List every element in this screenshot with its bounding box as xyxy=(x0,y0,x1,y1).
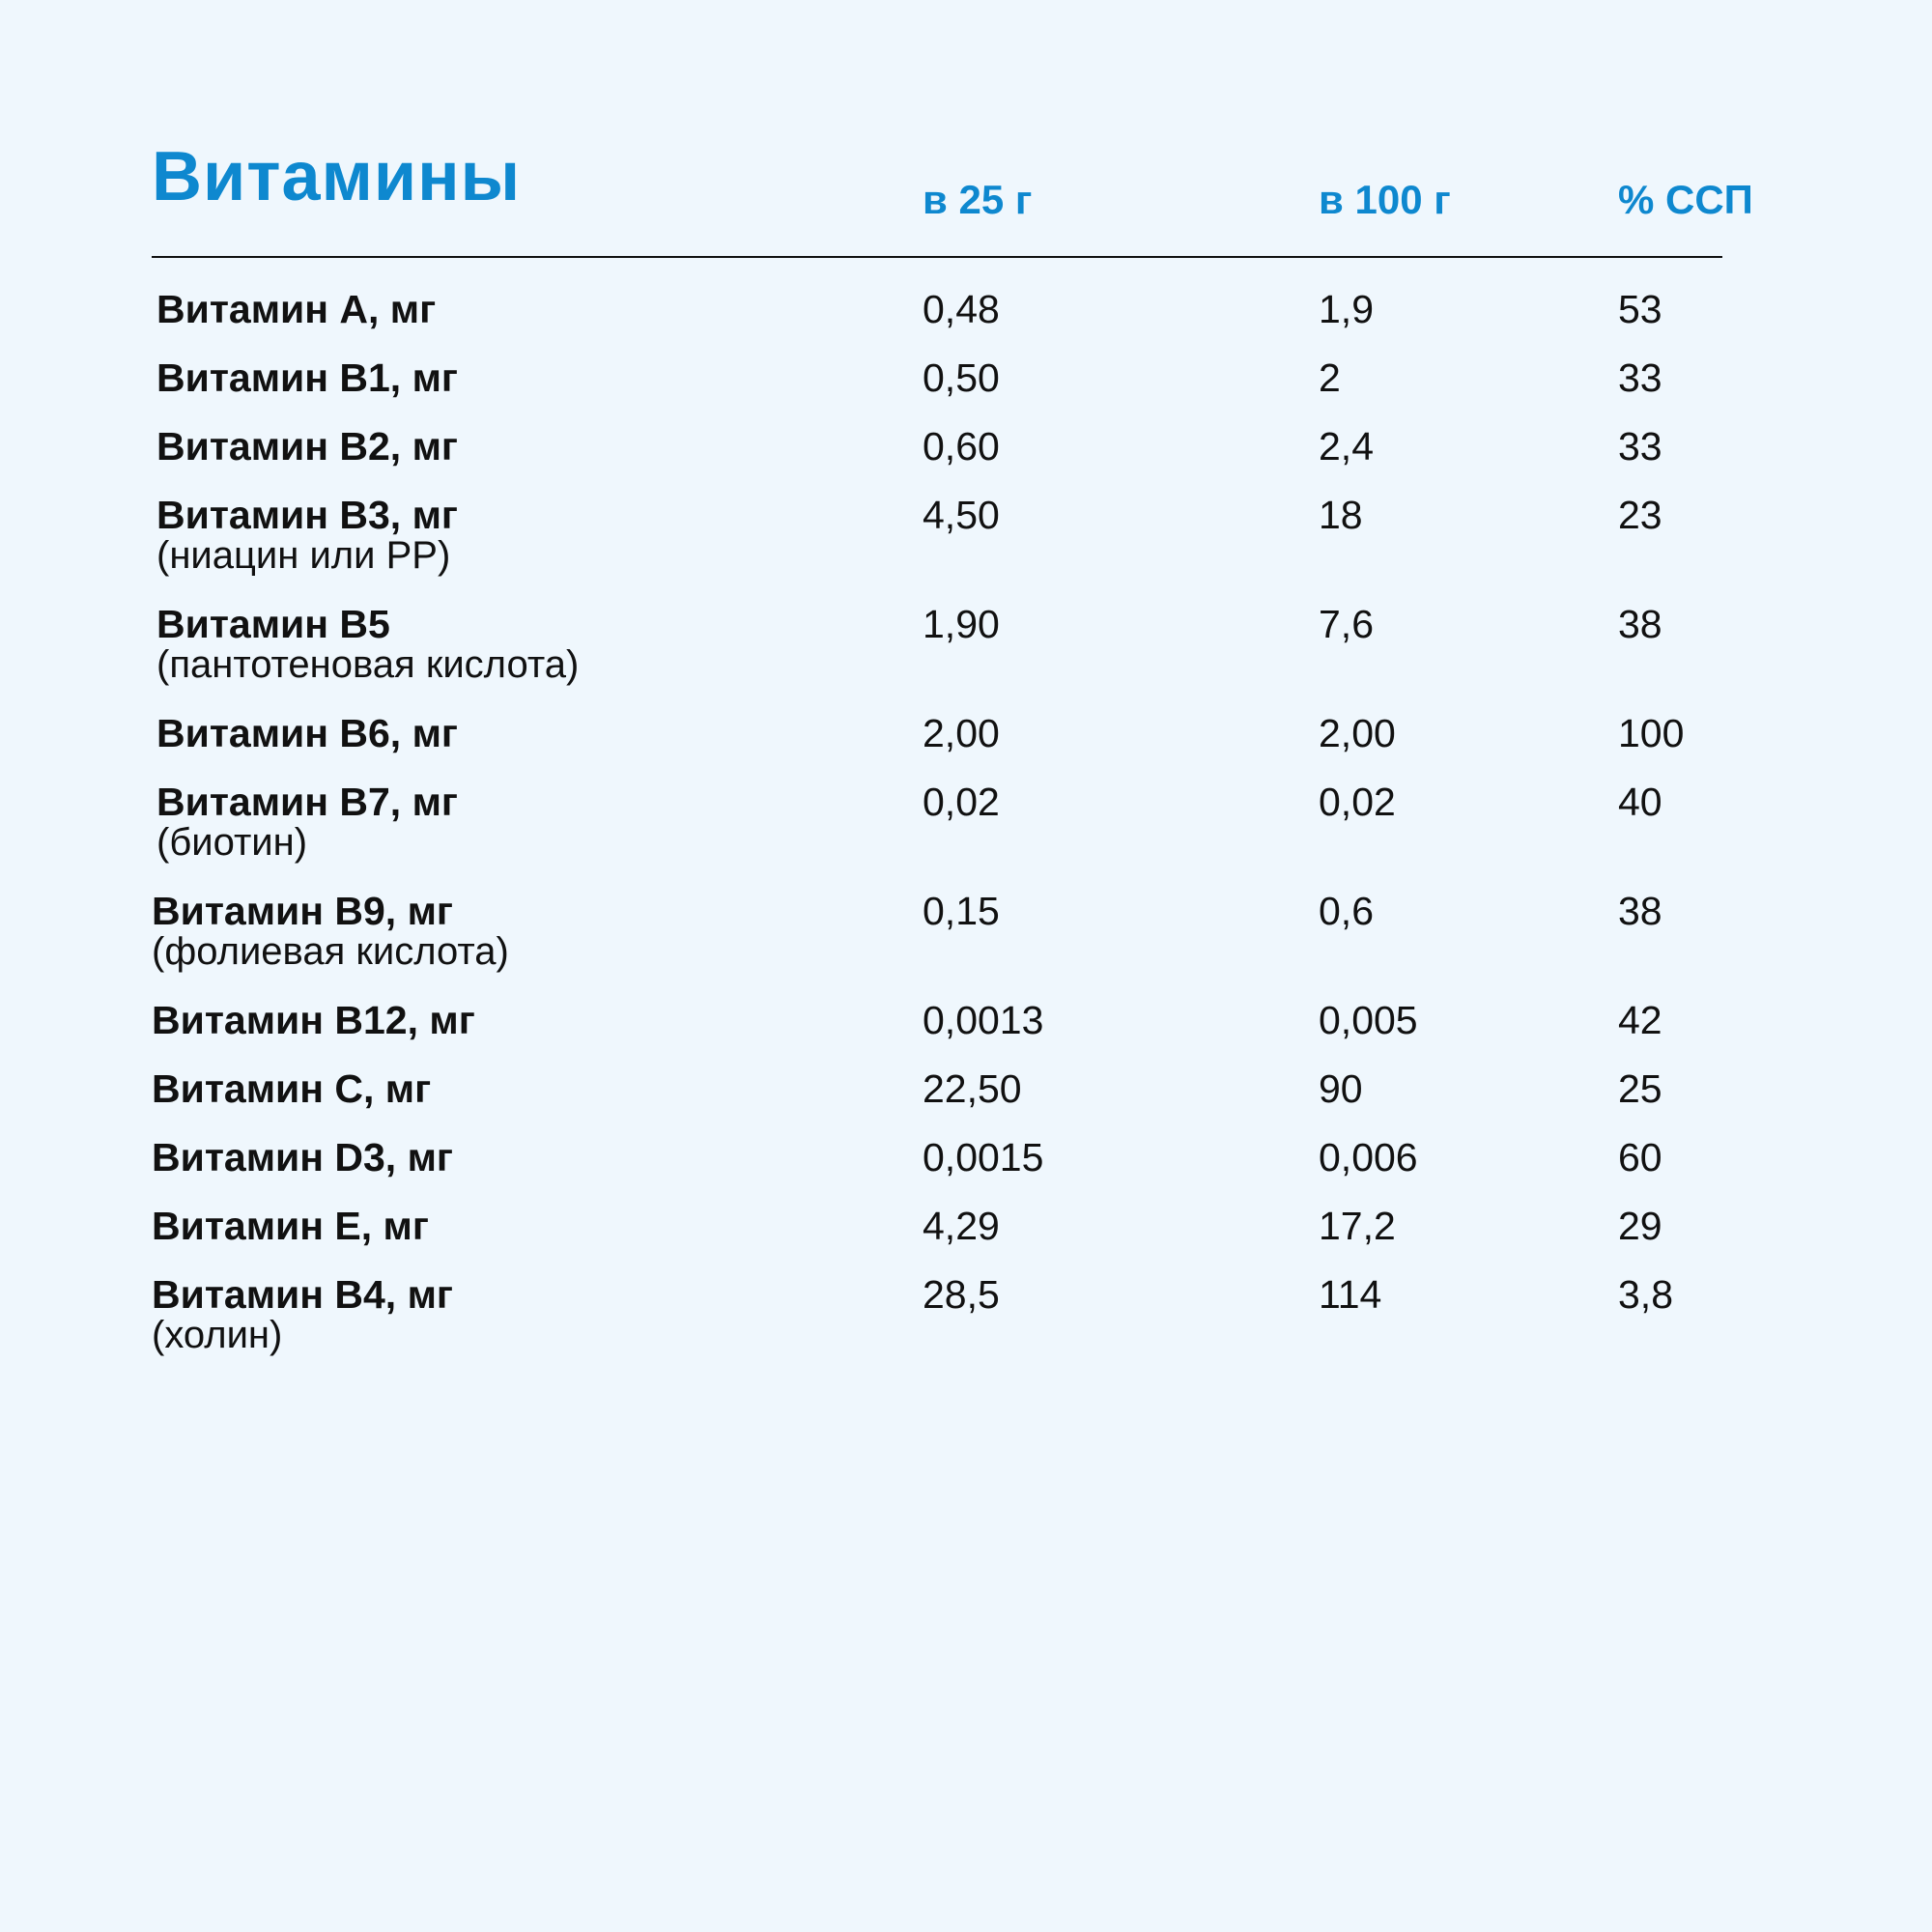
value-percent-dv: 25 xyxy=(1618,1066,1662,1111)
vitamin-name: Витамин B2, мг xyxy=(156,424,458,469)
vitamin-subname: (пантотеновая кислота) xyxy=(156,643,580,686)
value-per-100g: 1,9 xyxy=(1319,287,1374,331)
value-per-100g: 2 xyxy=(1319,355,1341,400)
value-percent-dv: 33 xyxy=(1618,424,1662,469)
value-percent-dv: 100 xyxy=(1618,711,1685,755)
value-percent-dv: 38 xyxy=(1618,602,1662,646)
vitamin-name: Витамин B9, мг xyxy=(152,889,453,933)
vitamin-name: Витамин D3, мг xyxy=(152,1135,453,1179)
vitamin-name: Витамин B1, мг xyxy=(156,355,458,400)
vitamin-name: Витамин B4, мг xyxy=(152,1272,453,1317)
vitamin-subname: (биотин) xyxy=(156,821,308,864)
value-per-25g: 0,60 xyxy=(923,424,1000,469)
value-percent-dv: 40 xyxy=(1618,780,1662,824)
header-divider xyxy=(152,256,1722,258)
value-per-25g: 1,90 xyxy=(923,602,1000,646)
vitamin-subname: (холин) xyxy=(152,1314,283,1356)
value-per-25g: 2,00 xyxy=(923,711,1000,755)
vitamin-name: Витамин E, мг xyxy=(152,1204,429,1248)
value-per-25g: 22,50 xyxy=(923,1066,1022,1111)
value-percent-dv: 29 xyxy=(1618,1204,1662,1248)
value-per-25g: 4,50 xyxy=(923,493,1000,537)
page-title: Витамины xyxy=(152,138,522,215)
vitamin-name: Витамин B12, мг xyxy=(152,998,475,1042)
value-per-100g: 90 xyxy=(1319,1066,1363,1111)
vitamin-name: Витамин B7, мг xyxy=(156,780,458,824)
value-per-100g: 2,4 xyxy=(1319,424,1374,469)
value-percent-dv: 60 xyxy=(1618,1135,1662,1179)
column-header-percent-dv: % ССП xyxy=(1618,177,1753,222)
value-percent-dv: 33 xyxy=(1618,355,1662,400)
value-per-100g: 2,00 xyxy=(1319,711,1396,755)
value-per-100g: 114 xyxy=(1319,1272,1382,1317)
column-header-per-25g: в 25 г xyxy=(923,177,1033,222)
value-per-100g: 0,006 xyxy=(1319,1135,1418,1179)
column-header-per-100g: в 100 г xyxy=(1319,177,1451,222)
value-per-25g: 28,5 xyxy=(923,1272,1000,1317)
value-per-100g: 7,6 xyxy=(1319,602,1374,646)
value-percent-dv: 42 xyxy=(1618,998,1662,1042)
value-per-25g: 0,02 xyxy=(923,780,1000,824)
value-percent-dv: 23 xyxy=(1618,493,1662,537)
value-per-100g: 18 xyxy=(1319,493,1363,537)
vitamin-subname: (ниацин или PP) xyxy=(156,534,451,577)
value-per-100g: 0,02 xyxy=(1319,780,1396,824)
vitamin-name: Витамин B6, мг xyxy=(156,711,458,755)
value-per-25g: 4,29 xyxy=(923,1204,1000,1248)
value-per-100g: 17,2 xyxy=(1319,1204,1396,1248)
value-per-25g: 0,48 xyxy=(923,287,1000,331)
value-per-100g: 0,6 xyxy=(1319,889,1374,933)
value-per-100g: 0,005 xyxy=(1319,998,1418,1042)
value-per-25g: 0,0013 xyxy=(923,998,1044,1042)
vitamin-name: Витамин B3, мг xyxy=(156,493,458,537)
value-percent-dv: 3,8 xyxy=(1618,1272,1673,1317)
vitamin-name: Витамин B5 xyxy=(156,602,390,646)
value-per-25g: 0,15 xyxy=(923,889,1000,933)
value-per-25g: 0,0015 xyxy=(923,1135,1044,1179)
vitamin-subname: (фолиевая кислота) xyxy=(152,930,509,973)
value-per-25g: 0,50 xyxy=(923,355,1000,400)
value-percent-dv: 53 xyxy=(1618,287,1662,331)
value-percent-dv: 38 xyxy=(1618,889,1662,933)
vitamin-name: Витамин А, мг xyxy=(156,287,437,331)
vitamin-name: Витамин C, мг xyxy=(152,1066,432,1111)
